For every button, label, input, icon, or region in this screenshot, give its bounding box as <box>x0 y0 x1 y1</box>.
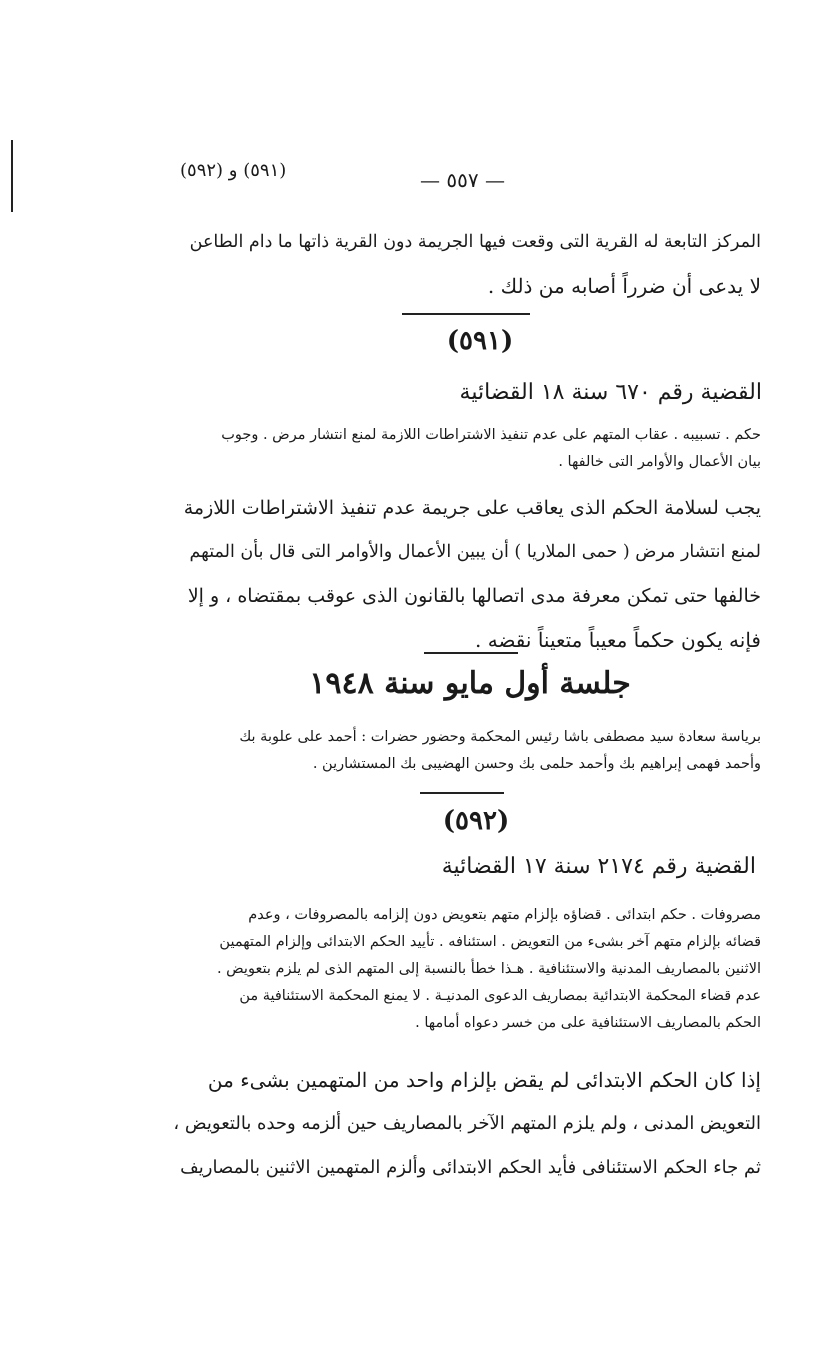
case-591-summary <box>176 422 761 476</box>
case-592-title <box>400 852 756 882</box>
summary-line: الحكم بالمصاريف الاستئنافية على من خسر دعواه أمامها . <box>415 1015 761 1031</box>
body-line: ثم جاء الحكم الاستئنافى فأيد الحكم الابتدائى وألزم المتهمين الاثنين بالمصاريف <box>180 1157 761 1178</box>
intro-line: لا يدعى أن ضرراً أصابه من ذلك . <box>487 274 761 298</box>
case-591-body <box>176 486 761 662</box>
intro-paragraph <box>176 220 761 308</box>
header-case-refs: (٥٩١) و (٥٩٢) <box>180 160 287 181</box>
section-divider <box>424 652 518 654</box>
session-title: جلسة أول مايو سنة ١٩٤٨ <box>309 666 631 701</box>
presidency-line: وأحمد فهمى إبراهيم بك وأحمد حلمى بك وحسن الهضيبى بك المستشارين . <box>312 756 761 772</box>
page-number: — ٥٥٧ — <box>420 168 505 192</box>
summary-line: حكم . تسبيبه . عقاب المتهم على عدم تنفيذ الاشتراطات اللازمة لمنع انتشار مرض . وجوب <box>221 427 761 443</box>
summary-line: عدم قضاء المحكمة الابتدائية بمصاريف الدعوى المدنيـة . لا يمنع المحكمة الاستئنافية من <box>239 988 761 1004</box>
session-presidency <box>176 724 761 778</box>
case-591-title <box>400 378 762 408</box>
presidency-line: برياسة سعادة سيد مصطفى باشا رئيس المحكمة وحضور حضرات : أحمد على علوبة بك <box>239 729 761 745</box>
body-line: يجب لسلامة الحكم الذى يعاقب على جريمة عدم تنفيذ الاشتراطات اللازمة <box>183 497 761 519</box>
margin-rule <box>11 140 13 212</box>
page-header <box>180 160 580 194</box>
body-line: إذا كان الحكم الابتدائى لم يقض بإلزام واحد من المتهمين بشىء من <box>207 1068 761 1092</box>
summary-line: بيان الأعمال والأوامر التى خالفها . <box>558 454 761 470</box>
case-591-title-text: القضية رقم ٦٧٠ سنة ١٨ القضائية <box>459 380 762 405</box>
case-591-number: (٥٩١) <box>446 326 514 356</box>
summary-line: الاثنين بالمصاريف المدنية والاستئنافية . هـذا خطأ بالنسبة إلى المتهم الذى لم يلزم بتعويض . <box>216 961 761 977</box>
summary-line: قضائه بإلزام متهم آخر بشىء من التعويض . استئنافه . تأييد الحكم الابتدائى وإلزام المتهمين <box>219 934 761 950</box>
section-divider <box>420 792 504 794</box>
case-592-body <box>166 1058 761 1190</box>
body-line: لمنع انتشار مرض ( حمى الملاريا ) أن يبين الأعمال والأوامر التى قال بأن المتهم <box>189 542 761 562</box>
case-592-number: (٥٩٢) <box>442 806 510 836</box>
body-line: التعويض المدنى ، ولم يلزم المتهم الآخر بالمصاريف حين ألزمه وحده بالتعويض ، <box>173 1113 761 1134</box>
case-592-title-text: القضية رقم ٢١٧٤ سنة ١٧ القضائية <box>441 854 756 879</box>
summary-line: مصروفات . حكم ابتدائى . قضاؤه بإلزام متهم بتعويض دون إلزامه بالمصروفات ، وعدم <box>248 907 761 923</box>
intro-line: المركز التابعة له القرية التى وقعت فيها الجريمة دون القرية ذاتها ما دام الطاعن <box>189 232 761 252</box>
body-line: فإنه يكون حكماً معيباً متعيناً نقضه . <box>475 628 761 652</box>
section-divider <box>402 313 530 315</box>
body-line: خالفها حتى تمكن معرفة مدى اتصالها بالقانون الذى عوقب بمقتضاه ، و إلا <box>187 585 761 607</box>
case-592-summary <box>176 902 761 1037</box>
